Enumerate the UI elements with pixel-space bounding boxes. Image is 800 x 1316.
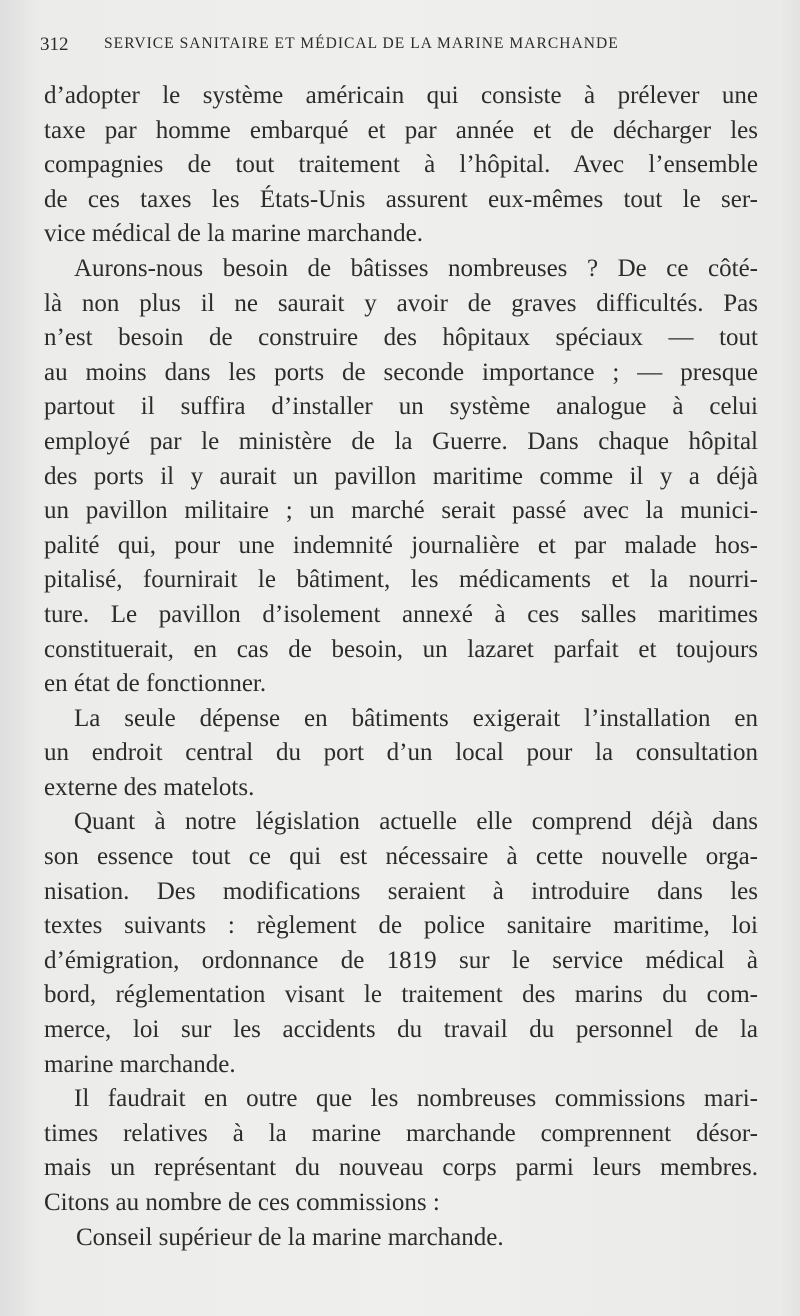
page-number: 312 [40,34,69,55]
text-line: Aurons-nous besoin de bâtisses nombreuses ? De ce côté- [74,254,758,282]
text-line: constituerait, en cas de besoin, un lazaret parfait et toujours [44,635,758,663]
text-line: pitalisé, fournirait le bâtiment, les médicaments et la nourri- [44,566,758,594]
text-line: taxe par homme embarqué et par année et de décharger les [44,116,758,144]
text-line: un pavillon militaire ; un marché serait passé avec la munici- [44,497,758,525]
page-header [40,34,760,60]
text-line: ture. Le pavillon d’isolement annexé à ces salles maritimes [44,600,758,628]
text-line: employé par le ministère de la Guerre. Dans chaque hôpital [44,427,758,455]
text-line: d’adopter le système américain qui consiste à prélever une [44,82,758,109]
text-line: des ports il y aurait un pavillon maritime comme il y a déjà [44,462,758,490]
text-line: son essence tout ce qui est nécessaire à cette nouvelle orga- [44,843,758,871]
text-line: textes suivants : règlement de police sanitaire maritime, loi [44,912,758,940]
text-line: externe des matelots. [44,773,255,801]
text-line: merce, loi sur les accidents du travail du personnel de la [44,1016,758,1044]
text-line: marine marchande. [44,1050,236,1078]
text-line: partout il suffira d’installer un système analogue à celui [44,393,758,421]
text-line: n’est besoin de construire des hôpitaux spéciaux — tout [44,324,758,352]
running-title: SERVICE SANITAIRE ET MÉDICAL DE LA MARINE MARCHANDE [104,35,619,52]
text-line: en état de fonctionner. [44,670,267,698]
text-line: là non plus il ne saurait y avoir de graves difficultés. Pas [44,289,758,317]
text-line: nisation. Des modifications seraient à introduire dans les [44,877,758,905]
text-line: de ces taxes les États-Unis assurent eux-mêmes tout le ser- [44,185,758,213]
text-line: mais un représentant du nouveau corps parmi leurs membres. [44,1154,758,1182]
text-line: palité qui, pour une indemnité journalière et par malade hos- [44,531,758,559]
body-text [44,79,758,1255]
text-line: d’émigration, ordonnance de 1819 sur le service médical à [44,946,758,974]
text-line: Citons au nombre de ces commissions : [44,1189,440,1216]
text-line: Quant à notre législation actuelle elle comprend déjà dans [74,808,758,836]
text-line: au moins dans les ports de seconde importance ; — presque [44,358,758,386]
text-line: bord, réglementation visant le traitement des marins du com- [44,981,758,1009]
text-line: Il faudrait en outre que les nombreuses commissions mari- [74,1085,758,1113]
text-line: vice médical de la marine marchande. [44,220,423,248]
text-line: times relatives à la marine marchande comprennent désor- [44,1119,758,1147]
text-line: La seule dépense en bâtiments exigerait l’installation en [74,704,758,732]
text-line: compagnies de tout traitement à l’hôpital. Avec l’ensemble [44,151,758,179]
text-line: Conseil supérieur de la marine marchande. [76,1223,504,1251]
text-line: un endroit central du port d’un local pour la consultation [44,739,758,767]
